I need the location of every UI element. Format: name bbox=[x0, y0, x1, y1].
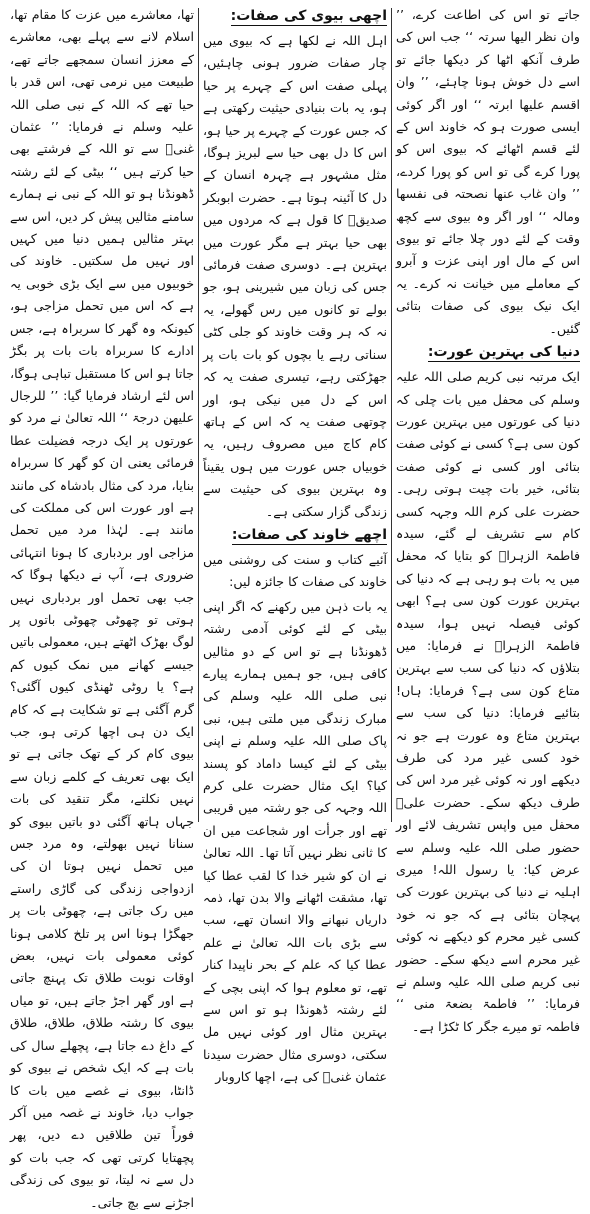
paragraph: ایک مرتبہ نبی کریم صلی اللہ علیہ وسلم کی محفل میں بات چلی کہ دنیا کی عورتوں میں بہترین عورت کون سی ہے؟ کسی نے کوئی صفت بتائی اور کسی نے کوئی صفت بتائی، خیر بات چیت ہوتی رہی۔ حضرت علی کرم اللہ وجہہ کسی کام سے تشریف لے گئے، سیدہ فاطمۃ الزہراؓ کو بتایا کہ محفل میں یہ بات ہو رہی ہے کہ دنیا کی بہترین عورت کون سی ہے؟ ابھی کوئی فیصلہ نہیں ہوا، سیدہ فاطمۃ الزہراؓ نے فرمایا: میں بتلاؤں کہ دنیا کی سب سے بہترین متاع کون سی ہے؟ فرمایا: ہاں! بتائیے فرمایا: دنیا کی سب سے بہترین متاع وہ عورت ہے جو نہ خود کسی غیر مرد کی طرف دیکھے اور نہ کوئی غیر مرد اس کی طرف دیکھ سکے۔ حضرت علیؓ محفل میں واپس تشریف لائے اور حضور صلی اللہ علیہ وسلم سے عرض کیا: یا رسول اللہ! میری اہلیہ نے دنیا کی بہترین عورت کی پہچان بتائی ہے کہ جو نہ خود کسی غیر محرم کو دیکھے نہ کوئی غیر محرم اسے دیکھ سکے۔ حضور نبی کریم صلی اللہ علیہ وسلم نے فرمایا: ’’ فاطمۃ بضعۃ منی ‘‘ فاطمہ تو میرے جگر کا ٹکڑا ہے۔ bbox=[396, 369, 580, 1034]
column-right bbox=[392, 4, 584, 1034]
section-heading-good-husband bbox=[203, 525, 387, 545]
paragraph: اہل اللہ نے لکھا ہے کہ بیوی میں چار صفات ضرور ہونی چاہئیں، پہلی صفت اس کے چہرے پر حیا ہو، یہ بات بنیادی حیثیت رکھتی ہے کہ جس عورت کے چہرے پر حیا ہو، اس کا دل بھی حیا سے لبریز ہوگا، مثل مشہور ہے چہرہ انسان کے دل کا آئینہ ہوتا ہے۔ حضرت ابوبکر صدیقؓ کا قول ہے کہ مردوں میں بھی حیا بہتر ہے مگر عورت میں بہترین ہے۔ دوسری صفت فرمائی جس کی زبان میں شیرینی ہو، جو بولے تو کانوں میں رس گھولے، یہ نہ کہ ہر وقت خاوند کو جلی کٹی سناتی رہے یا بچوں کو بات بات پر جھڑکتی رہے، تیسری صفت یہ کہ اس کے دل میں نیکی ہو، اور چوتھی صفت یہ کہ اس کے ہاتھ کام کاج میں مصروف رہیں، یہ خوبیاں جس عورت میں ہوں یقیناً وہ بہترین بیوی کی حیثیت سے زندگی گزار سکتی ہے۔ bbox=[203, 33, 387, 519]
paragraph: آئیے کتاب و سنت کی روشنی میں خاوند کی صفات کا جائزہ لیں: bbox=[203, 551, 387, 590]
heading-text: دنیا کی بہترین عورت: bbox=[427, 344, 580, 361]
column-left bbox=[6, 4, 198, 1210]
column-middle bbox=[199, 4, 391, 1085]
paragraph: تھا، معاشرے میں عزت کا مقام تھا، اسلام لانے سے پہلے بھی، معاشرے کے معزز انسان سمجھے جاتے تھے، طبیعت میں نرمی تھی، اس قدر با حیا تھے کہ اللہ کے نبی صلی اللہ علیہ وسلم نے فرمایا: ’’ عثمان غنیؓ سے تو اللہ کے فرشتے بھی حیا کرتے ہیں ‘‘ بیٹی کے لئے رشتہ ڈھونڈنا ہو تو اللہ کے نبی نے ہمارے سامنے مثالیں پیش کر دیں، اس سے بہتر مثالیں ہمیں دنیا میں کہیں اور نہیں مل سکتیں۔ خاوند کی خوبیوں میں سے ایک بڑی خوبی یہ ہے کہ اس میں تحمل مزاجی ہو، کیونکہ وہ گھر کا سربراہ ہے، جس ادارے کا سربراہ بات بات پر بگڑ جاتا ہو اس کا مستقبل تباہی ہوگا، اس لئے ارشاد فرمایا گیا: ’’ للرجال علیھن درجۃ ‘‘ اللہ تعالیٰ نے مرد کو عورتوں پر ایک درجہ فضیلت عطا فرمائی یعنی ان کو گھر کا سربراہ بنایا، مرد کی مثال بادشاہ کی مانند ہے اور عورت اس کی مملکت کی مانند ہے۔ لہٰذا مرد میں تحمل مزاجی اور بردباری کا ہونا انتہائی ضروری ہے، آپ نے دیکھا ہوگا کہ جب بھی تحمل اور بردباری نہیں ہوتی تو چھوٹی چھوٹی باتوں پر لوگ بھڑک اٹھتے ہیں، معمولی باتیں جیسے کھانے میں نمک کیوں کم ہے؟ یا روٹی ٹھنڈی کیوں آگئی؟ گرم آگئی ہے تو شکایت ہے کہ کام ایک دن ہی اچھا کرتی ہو، جب بیوی کام کر کے تھک جاتی ہے تو ایک بھی تعریف کے کلمے زبان سے نہیں نکلتے، مگر تنقید کی بات جہاں ہاتھ آگئی دو باتیں بیوی کو سنانا نہیں بھولتے، وہ مرد جس میں تحمل نہیں ہوتا ان کی ازدواجی زندگی کی گاڑی راستے میں رک جاتی ہے، چھوٹی بات پر جھگڑا ہونا اس پر تلخ کلامی ہونا کوئی معمولی بات نہیں، بعض اوقات نوبت طلاق تک پہنچ جاتی ہے اور گھر اجڑ جاتے ہیں، تو میاں بیوی کا رشتہ طلاق، طلاق، طلاق کے داغ دے جاتا ہے، پچھلے سال کی بات ہے کہ ایک شخص نے بیوی کو ڈانٹا، بیوی نے غصے میں بات کا جواب دیا، خاوند نے غصہ میں آکر فوراً تین طلاقیں دے دیں، پھر پچھتایا کرتی تھی کہ جب بات کو دل سے نہ لیتا، تو بیوی کی زندگی اجڑنے سے بچ جاتی۔ bbox=[10, 7, 194, 1210]
paragraph: جاتے تو اس کی اطاعت کرے، ’’ وان نظر الیھا سرتہ ‘‘ جب اس کی طرف آنکھ اٹھا کر دیکھا جائے تو اسے دل خوش ہونا چاہئے، ’’ وان اقسم علیھا ابرتہ ‘‘ اور اگر کوئی ایسی صورت ہو کہ خاوند اس کے لئے قسم اٹھائے کہ بیوی اس کو پورا کرے گی تو اس کو پورا کردے، ’’ وان غاب عنھا نصحتہ فی نفسھا ومالہ ‘‘ اور اگر وہ بیوی سے کچھ وقت کے لئے دور چلا جائے تو بیوی اس کے مال اور اپنی عزت و آبرو کے معاملے میں خیانت نہ کرے۔ یہ ایک نیک بیوی کی صفات بتائی گئیں۔ bbox=[396, 7, 580, 336]
paragraph: یہ بات ذہن میں رکھنے کہ اگر اپنی بیٹی کے لئے کوئی آدمی رشتہ ڈھونڈنا ہے تو اس کے دو مثالیں کافی ہیں، جو ہمیں ہمارے پیارے نبی صلی اللہ علیہ وسلم کی مبارک زندگی میں ملتی ہیں، نبی پاک صلی اللہ علیہ وسلم نے اپنی بیٹی کے لئے کیسا داماد کو پسند کیا؟ ایک مثال حضرت علی کرم اللہ وجہہ کی جو رشتہ میں قریبی تھے اور جرأت اور شجاعت میں ان کا ثانی نظر نہیں آتا تھا۔ اللہ تعالیٰ نے ان کو شیر خدا کا لقب عطا کیا تھا، مشقت اٹھانے والا بدن تھا، ذمہ داریاں نبھانے والا انسان تھے، سب سے بڑی بات اللہ تعالیٰ نے علم عطا کیا کہ علم کے بحر ناپیدا کنار تھے، تو معلوم ہوا کہ اپنی بچی کے لئے رشتہ ڈھونڈا ہو تو اس سے بہترین مثال اور کوئی نہیں مل سکتی، دوسری مثال حضرت سیدنا عثمان غنیؓ کی ہے، اچھا کاروبار bbox=[203, 598, 387, 1085]
heading-text: اچھی بیوی کی صفات: bbox=[230, 8, 387, 24]
section-heading-good-wife bbox=[203, 6, 387, 26]
heading-text: اچھے خاوند کی صفات: bbox=[231, 526, 387, 543]
section-heading-best-woman bbox=[396, 342, 580, 362]
